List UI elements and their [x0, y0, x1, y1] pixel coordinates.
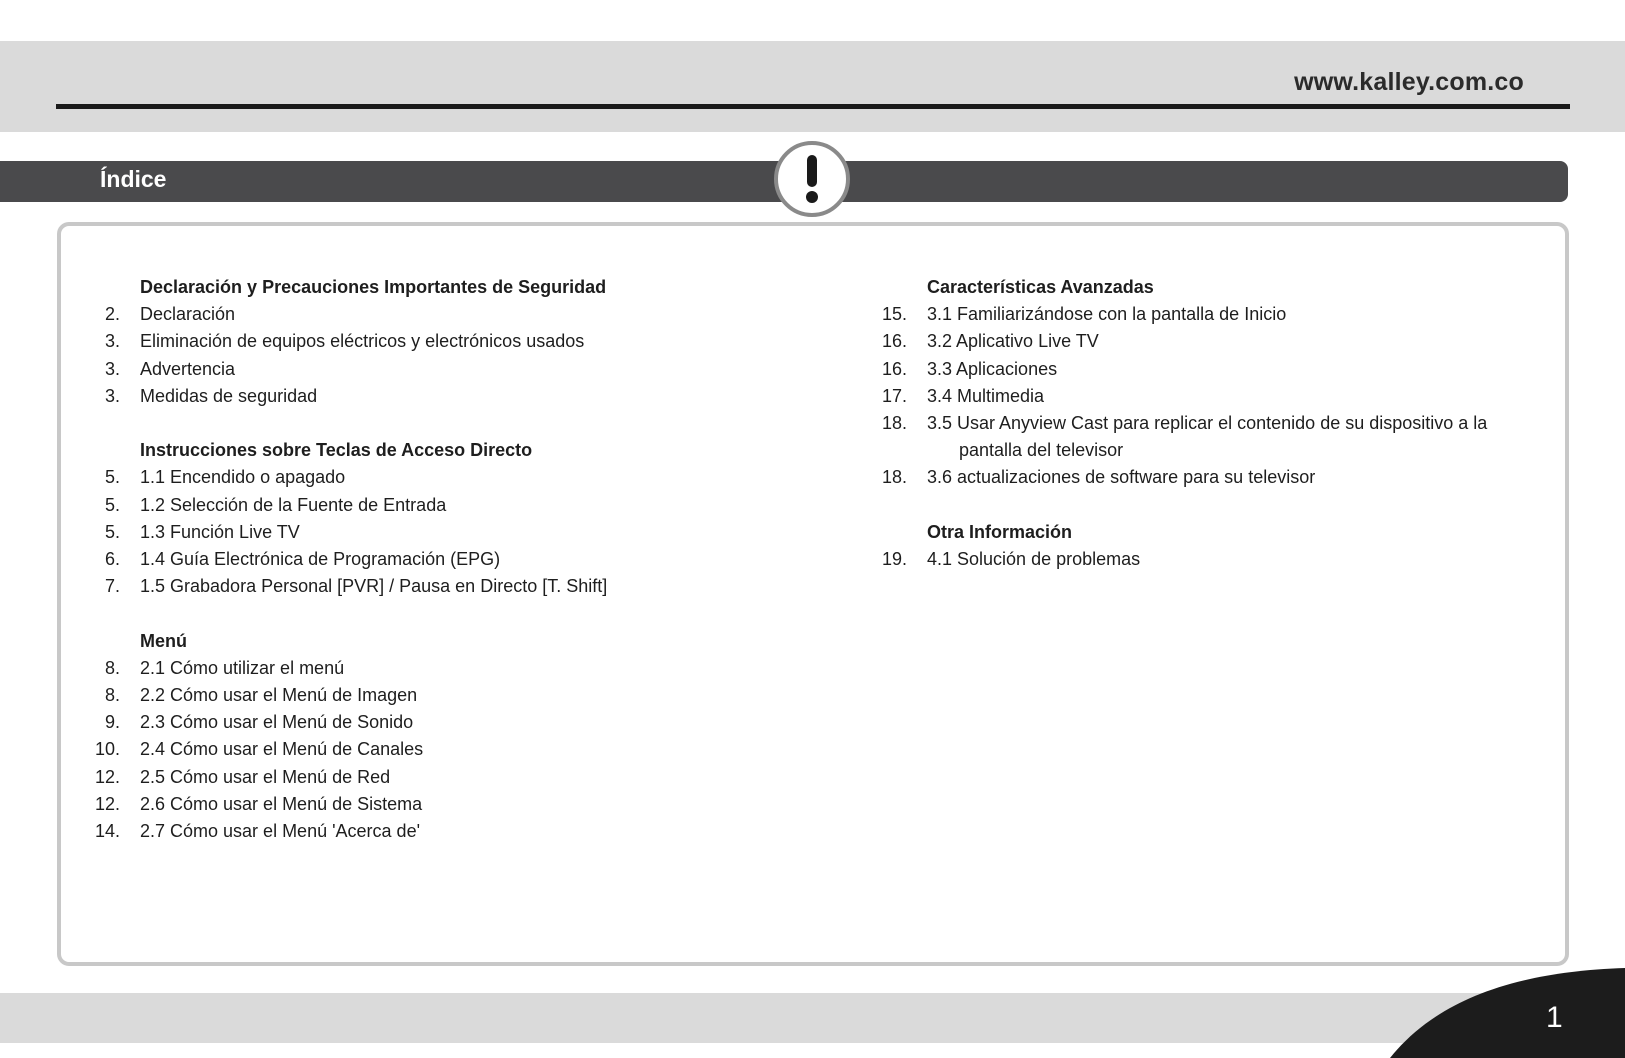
- site-url: www.kalley.com.co: [1294, 68, 1524, 96]
- toc-entry[interactable]: [88, 356, 708, 383]
- toc-entry-label: 2.5 Cómo usar el Menú de Red: [140, 766, 391, 787]
- toc-section-heading: Características Avanzadas: [927, 277, 1154, 297]
- toc-entry-label: 2.6 Cómo usar el Menú de Sistema: [140, 793, 423, 814]
- toc-entry[interactable]: [88, 546, 708, 573]
- toc-entry[interactable]: [88, 682, 708, 709]
- toc-page-number: 8.: [104, 685, 120, 706]
- toc-entry[interactable]: [875, 464, 1545, 491]
- toc-page-number: 5.: [104, 521, 120, 542]
- toc-entry[interactable]: [875, 410, 1545, 464]
- toc-entry[interactable]: [88, 492, 708, 519]
- toc-page-number: 18.: [881, 413, 907, 434]
- toc-section-heading: Menú: [140, 630, 187, 651]
- toc-entry-label: 1.2 Selección de la Fuente de Entrada: [140, 494, 447, 515]
- toc-entry[interactable]: [88, 328, 708, 355]
- toc-page-number: 3.: [104, 331, 120, 352]
- toc-page-number: 6.: [104, 549, 120, 570]
- toc-entry[interactable]: [88, 764, 708, 791]
- toc-entry[interactable]: [88, 736, 708, 763]
- toc-entry-label: 3.2 Aplicativo Live TV: [927, 331, 1099, 352]
- toc-entry-label-continuation: pantalla del televisor: [959, 440, 1124, 461]
- toc-entry[interactable]: [88, 791, 708, 818]
- toc-entry[interactable]: [88, 655, 708, 682]
- toc-page-number: 8.: [104, 657, 120, 678]
- toc-section: [875, 274, 1545, 492]
- toc-page-number: 19.: [881, 549, 907, 570]
- toc-right-column: [875, 274, 1545, 600]
- toc-entry-label: 4.1 Solución de problemas: [927, 549, 1141, 570]
- toc-entry-label: 1.1 Encendido o apagado: [140, 467, 346, 488]
- toc-page-number: 5.: [104, 467, 120, 488]
- toc-entry-label: 3.6 actualizaciones de software para su televisor: [927, 467, 1316, 488]
- toc-entry-label: Declaración: [140, 304, 236, 325]
- toc-entry-label: 2.4 Cómo usar el Menú de Canales: [140, 739, 424, 760]
- toc-entry[interactable]: [875, 356, 1545, 383]
- toc-section: [88, 274, 708, 410]
- toc-section-heading: Instrucciones sobre Teclas de Acceso Directo: [140, 440, 533, 461]
- toc-entry[interactable]: [88, 383, 708, 410]
- page-title: Índice: [100, 166, 167, 192]
- toc-page-number: 12.: [94, 766, 120, 787]
- toc-page-number: 16.: [881, 358, 907, 379]
- toc-section-heading: Otra Información: [927, 521, 1073, 542]
- toc-page-number: 14.: [94, 821, 120, 842]
- toc-page-number: 9.: [104, 712, 120, 733]
- toc-page-number: 12.: [94, 793, 120, 814]
- toc-entry[interactable]: [88, 573, 708, 600]
- toc-page-number: 18.: [881, 467, 907, 488]
- exclamation-icon: [774, 141, 850, 217]
- toc-entry[interactable]: [875, 546, 1545, 573]
- toc-page-number: 3.: [104, 385, 120, 406]
- toc-entry-label: 1.5 Grabadora Personal [PVR] / Pausa en Directo [T. Shift]: [140, 576, 608, 597]
- toc-entry[interactable]: [875, 301, 1545, 328]
- toc-entry-label: 1.3 Función Live TV: [140, 521, 300, 542]
- toc-entry[interactable]: [875, 383, 1545, 410]
- toc-entry[interactable]: [88, 818, 708, 845]
- toc-entry-label: Eliminación de equipos eléctricos y electrónicos usados: [140, 331, 585, 352]
- toc-entry-label: 2.1 Cómo utilizar el menú: [140, 657, 345, 678]
- toc-page-number: 17.: [881, 385, 907, 406]
- page-corner-tab: [1390, 968, 1625, 1058]
- toc-entry-label: 3.4 Multimedia: [927, 385, 1045, 406]
- toc-entry-label: 3.3 Aplicaciones: [927, 358, 1058, 379]
- toc-section: [88, 437, 708, 600]
- toc-entry-label: 2.7 Cómo usar el Menú 'Acerca de': [140, 821, 421, 842]
- toc-page-number: 2.: [104, 304, 120, 325]
- page-number: 1: [1546, 1001, 1563, 1034]
- toc-left-column: [88, 274, 708, 872]
- toc-entry[interactable]: [88, 464, 708, 491]
- toc-entry-label: Advertencia: [140, 358, 236, 379]
- toc-entry[interactable]: [88, 301, 708, 328]
- header-divider: [56, 104, 1570, 109]
- toc-entry-label: 2.3 Cómo usar el Menú de Sonido: [140, 712, 414, 733]
- toc-section: [88, 628, 708, 846]
- toc-entry-label: 3.1 Familiarizándose con la pantalla de Inicio: [927, 304, 1287, 325]
- toc-section: [875, 519, 1545, 573]
- footer-band: [0, 993, 1625, 1043]
- toc-entry-label-line: 3.5 Usar Anyview Cast para replicar el contenido de su dispositivo a la: [927, 413, 1488, 434]
- toc-page-number: 7.: [104, 576, 120, 597]
- toc-entry-label: 2.2 Cómo usar el Menú de Imagen: [140, 685, 418, 706]
- toc-entry-label: Medidas de seguridad: [140, 385, 318, 406]
- toc-entry[interactable]: [88, 709, 708, 736]
- toc-entry[interactable]: [88, 519, 708, 546]
- toc-page-number: 3.: [104, 358, 120, 379]
- toc-page-number: 5.: [104, 494, 120, 515]
- toc-page-number: 15.: [881, 304, 907, 325]
- toc-section-heading: Declaración y Precauciones Importantes de Seguridad: [140, 277, 607, 297]
- toc-entry[interactable]: [875, 328, 1545, 355]
- toc-page-number: 16.: [881, 331, 907, 352]
- toc-page-number: 10.: [94, 739, 120, 760]
- toc-entry-label: [927, 410, 1507, 464]
- toc-entry-label: 1.4 Guía Electrónica de Programación (EPG): [140, 549, 501, 570]
